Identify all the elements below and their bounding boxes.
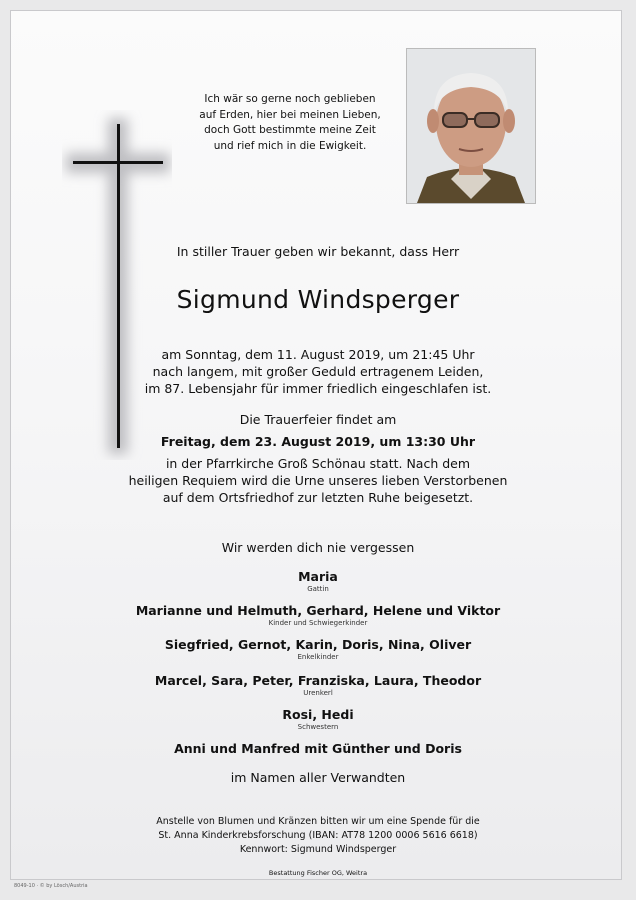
- family-entry: [0, 637, 636, 662]
- donation-line: Anstelle von Blumen und Kränzen bitten wir um eine Spende für die: [156, 816, 480, 827]
- family-relation: Urenkerl: [303, 689, 333, 697]
- poem: [180, 92, 400, 154]
- family-names: Marianne und Helmuth, Gerhard, Helene und Viktor: [135, 603, 501, 618]
- poem-line: Ich wär so gerne noch geblieben: [204, 93, 376, 105]
- ceremony-line: heiligen Requiem wird die Urne unseres lieben Verstorbenen: [128, 473, 508, 488]
- family-names: Rosi, Hedi: [282, 707, 354, 722]
- poem-line: doch Gott bestimmte meine Zeit: [204, 124, 376, 136]
- family-entry: [0, 673, 636, 698]
- family-entry: [0, 707, 636, 732]
- family-names: Maria: [298, 569, 338, 584]
- family-names: Marcel, Sara, Peter, Franziska, Laura, Theodor: [154, 673, 482, 688]
- donation-note: [0, 815, 636, 857]
- intro-text: In stiller Trauer geben wir bekannt, dass Herr: [176, 244, 460, 259]
- death-line: am Sonntag, dem 11. August 2019, um 21:45 Uhr: [161, 347, 475, 362]
- family-relation: Gattin: [307, 585, 329, 593]
- family-relation: Enkelkinder: [297, 653, 339, 661]
- family-entry: [0, 741, 636, 757]
- ceremony-intro: Die Trauerfeier findet am: [239, 412, 397, 427]
- poem-line: auf Erden, hier bei meinen Lieben,: [199, 108, 381, 121]
- portrait-photo: [406, 48, 536, 204]
- family-names: Siegfried, Gernot, Karin, Doris, Nina, Oliver: [164, 637, 472, 652]
- death-line: im 87. Lebensjahr für immer friedlich eingeschlafen ist.: [144, 381, 492, 396]
- family-entry: [0, 603, 636, 628]
- family-relation: Schwestern: [297, 723, 339, 731]
- ceremony-line: auf dem Ortsfriedhof zur letzten Ruhe beigesetzt.: [162, 490, 474, 505]
- family-entry: [0, 569, 636, 594]
- funeral-home: Bestattung Fischer OG, Weitra: [268, 869, 368, 877]
- remember-text: Wir werden dich nie vergessen: [221, 540, 415, 555]
- ceremony-line: in der Pfarrkirche Groß Schönau statt. Nach dem: [165, 456, 471, 471]
- donation-line: St. Anna Kinderkrebsforschung (IBAN: AT78 1200 0006 5616 6618): [158, 830, 478, 841]
- relatives-text: im Namen aller Verwandten: [230, 770, 406, 785]
- family-names: Anni und Manfred mit Günther und Doris: [174, 741, 462, 756]
- poem-line: und rief mich in die Ewigkeit.: [213, 139, 367, 152]
- ceremony-date: Freitag, dem 23. August 2019, um 13:30 Uhr: [160, 434, 476, 449]
- ceremony-text: [0, 455, 636, 506]
- footer-code: 8049-10 · © by Lösch/Austria: [14, 883, 88, 889]
- donation-line: Kennwort: Sigmund Windsperger: [239, 844, 397, 855]
- deceased-name: Sigmund Windsperger: [176, 285, 460, 314]
- death-notice: [0, 346, 636, 397]
- death-line: nach langem, mit großer Geduld ertragenem Leiden,: [152, 364, 484, 379]
- family-relation: Kinder und Schwiegerkinder: [268, 619, 368, 627]
